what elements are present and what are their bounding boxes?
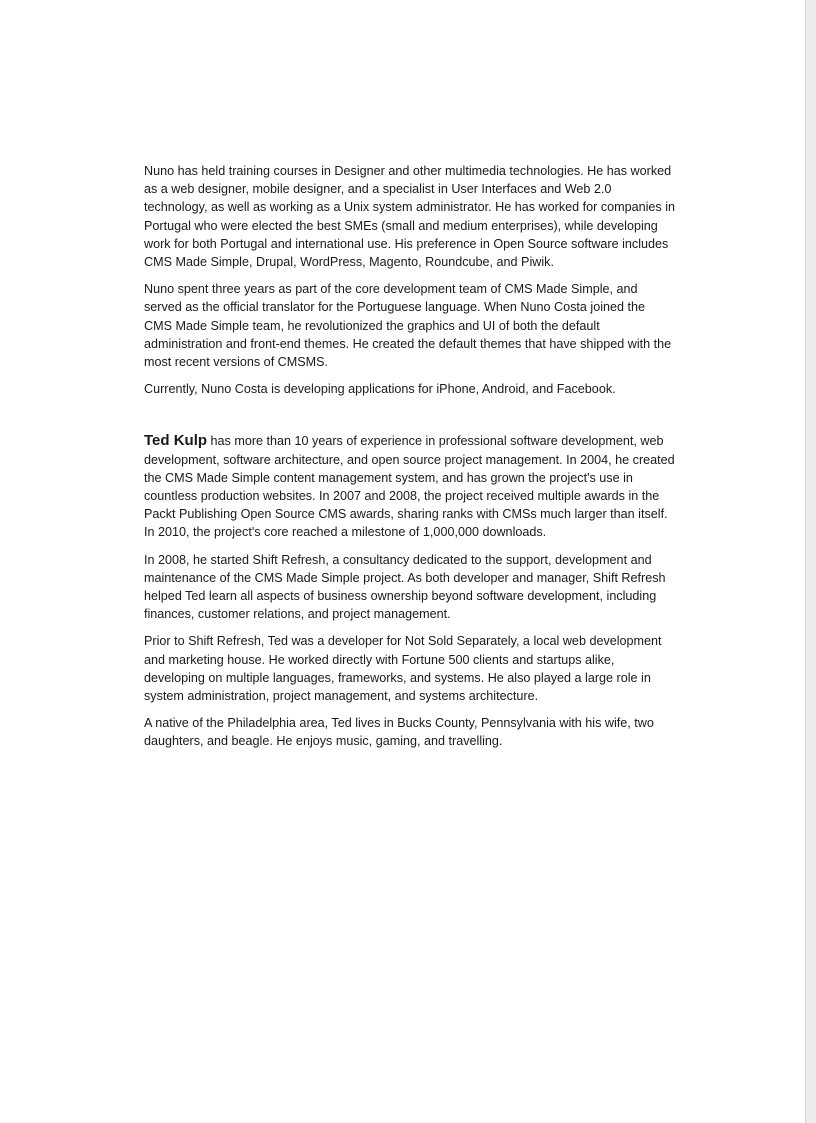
bio-paragraph: Currently, Nuno Costa is developing applications for iPhone, Android, and Facebook.	[144, 382, 616, 397]
bio-paragraph: Nuno has held training courses in Designer and other multimedia technologies. He has worked as a web designer, mobile designer, and a specialist in User Interfaces and Web 2.0 technology, as well as working as a Unix system administrator. He has worked for companies in Portugal who were elected the best SMEs (small and medium enterprises), while developing work for both Portugal and international use. His preference in Open Source software includes CMS Made Simple, Drupal, WordPress, Magento, Roundcube, and Piwik.	[144, 164, 676, 270]
page-content	[144, 162, 676, 760]
bio-intro-paragraph	[144, 432, 676, 541]
bio-nuno-costa	[144, 162, 676, 398]
bio-paragraph: In 2008, he started Shift Refresh, a consultancy dedicated to the support, development and maintenance of the CMS Made Simple project. As both developer and manager, Shift Refresh helped Ted learn all aspects of business ownership beyond software development, including finances, customer relations, and project management.	[144, 552, 666, 622]
bio-paragraph: Prior to Shift Refresh, Ted was a developer for Not Sold Separately, a local web development and marketing house. He worked directly with Fortune 500 clients and startups alike, developing on multiple languages, frameworks, and systems. He also played a large role in system administration, project management, and systems architecture.	[144, 634, 662, 704]
bio-ted-kulp	[144, 432, 676, 750]
bio-intro-text: has more than 10 years of experience in professional software development, web development, software architecture, and open source project management. In 2004, he created the CMS Made Simple content management system, and has grown the project's use in countless production websites. In 2007 and 2008, the project received multiple awards in the Packt Publishing Open Source CMS awards, sharing ranks with CMSs much larger than itself. In 2010, the project's core reached a milestone of 1,000,000 downloads.	[144, 434, 675, 540]
author-name: Ted Kulp	[144, 432, 208, 450]
section-spacer	[144, 407, 676, 432]
bio-paragraph: Nuno spent three years as part of the core development team of CMS Made Simple, and served as the official translator for the Portuguese language. When Nuno Costa joined the CMS Made Simple team, he revolutionized the graphics and UI of both the default administration and front-end themes. He created the default themes that have shipped with the most recent versions of CMSMS.	[144, 282, 672, 370]
bio-paragraph: A native of the Philadelphia area, Ted lives in Bucks County, Pennsylvania with his wife, two daughters, and beagle. He enjoys music, gaming, and travelling.	[144, 716, 654, 749]
page-edge-shadow	[805, 0, 816, 1123]
